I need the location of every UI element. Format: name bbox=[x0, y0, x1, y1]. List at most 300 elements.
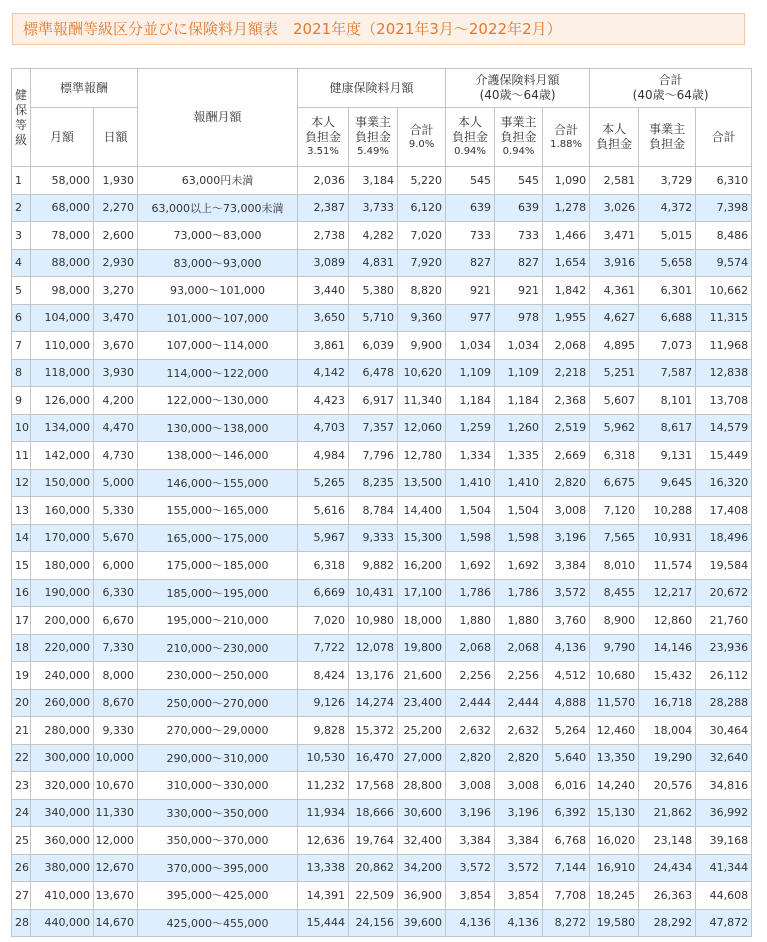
health-sum-cell: 14,400 bbox=[398, 497, 446, 525]
monthly-cell: 118,000 bbox=[31, 359, 94, 387]
care-self-cell: 1,598 bbox=[446, 524, 495, 552]
total-sum-cell: 10,662 bbox=[696, 277, 752, 305]
total-self-cell: 15,130 bbox=[590, 799, 639, 827]
monthly-cell: 240,000 bbox=[31, 662, 94, 690]
table-row bbox=[12, 607, 752, 635]
care-self-cell: 1,334 bbox=[446, 442, 495, 470]
monthly-cell: 320,000 bbox=[31, 772, 94, 800]
daily-cell: 12,000 bbox=[94, 827, 138, 855]
health-self-rate: 3.51% bbox=[307, 146, 339, 157]
care-employer-cell: 2,444 bbox=[495, 689, 543, 717]
pay-range-cell: 93,000～101,000 bbox=[138, 277, 298, 305]
care-employer-cell: 3,854 bbox=[495, 882, 543, 910]
care-sum-cell: 3,008 bbox=[543, 497, 590, 525]
health-self-cell: 2,738 bbox=[298, 222, 349, 250]
care-sum-cell: 1,278 bbox=[543, 194, 590, 222]
care-sum-cell: 3,196 bbox=[543, 524, 590, 552]
table-row bbox=[12, 799, 752, 827]
daily-cell: 5,330 bbox=[94, 497, 138, 525]
health-sum-cell: 5,220 bbox=[398, 167, 446, 195]
care-employer-cell: 921 bbox=[495, 277, 543, 305]
care-sum-cell: 2,368 bbox=[543, 387, 590, 415]
total-employer-cell: 10,931 bbox=[639, 524, 696, 552]
pay-range-cell: 310,000～330,000 bbox=[138, 772, 298, 800]
health-sum-cell: 30,600 bbox=[398, 799, 446, 827]
health-sum-header bbox=[398, 108, 446, 167]
daily-cell: 1,930 bbox=[94, 167, 138, 195]
total-sum-cell: 32,640 bbox=[696, 744, 752, 772]
total-sum-cell: 17,408 bbox=[696, 497, 752, 525]
health-sum-cell: 18,000 bbox=[398, 607, 446, 635]
care-sum-label: 合計 bbox=[554, 122, 579, 137]
monthly-cell: 134,000 bbox=[31, 414, 94, 442]
health-employer-header bbox=[349, 108, 398, 167]
total-employer-cell: 8,101 bbox=[639, 387, 696, 415]
table-header bbox=[12, 69, 752, 167]
total-sum-cell: 19,584 bbox=[696, 552, 752, 580]
health-self-cell: 4,423 bbox=[298, 387, 349, 415]
care-self-label: 本人 負担金 bbox=[452, 115, 489, 144]
health-self-cell: 13,338 bbox=[298, 854, 349, 882]
health-self-cell: 11,934 bbox=[298, 799, 349, 827]
care-employer-cell: 1,034 bbox=[495, 332, 543, 360]
care-self-cell: 977 bbox=[446, 304, 495, 332]
table-row bbox=[12, 497, 752, 525]
health-sum-cell: 6,120 bbox=[398, 194, 446, 222]
grade-cell: 6 bbox=[12, 304, 31, 332]
daily-cell: 5,000 bbox=[94, 469, 138, 497]
care-self-cell: 2,068 bbox=[446, 634, 495, 662]
page-title: 標準報酬等級区分並びに保険料月額表 2021年度（2021年3月～2022年2月） bbox=[12, 13, 745, 45]
pay-range-cell: 425,000～455,000 bbox=[138, 909, 298, 937]
daily-cell: 7,330 bbox=[94, 634, 138, 662]
health-header: 健康保険料月額 bbox=[298, 69, 446, 108]
grade-cell: 24 bbox=[12, 799, 31, 827]
care-sum-cell: 2,669 bbox=[543, 442, 590, 470]
monthly-header: 月額 bbox=[31, 108, 94, 167]
health-employer-cell: 5,380 bbox=[349, 277, 398, 305]
care-sum-cell: 2,519 bbox=[543, 414, 590, 442]
total-sum-cell: 26,112 bbox=[696, 662, 752, 690]
total-self-cell: 5,962 bbox=[590, 414, 639, 442]
monthly-cell: 58,000 bbox=[31, 167, 94, 195]
table-row bbox=[12, 194, 752, 222]
daily-header: 日額 bbox=[94, 108, 138, 167]
pay-range-cell: 185,000～195,000 bbox=[138, 579, 298, 607]
pay-range-cell: 107,000～114,000 bbox=[138, 332, 298, 360]
total-sum-cell: 8,486 bbox=[696, 222, 752, 250]
health-self-cell: 4,142 bbox=[298, 359, 349, 387]
daily-cell: 3,470 bbox=[94, 304, 138, 332]
total-sum-cell: 28,288 bbox=[696, 689, 752, 717]
care-self-cell: 1,410 bbox=[446, 469, 495, 497]
health-employer-cell: 10,431 bbox=[349, 579, 398, 607]
total-sum-cell: 21,760 bbox=[696, 607, 752, 635]
pay-range-cell: 210,000～230,000 bbox=[138, 634, 298, 662]
care-sum-cell: 2,218 bbox=[543, 359, 590, 387]
daily-cell: 3,930 bbox=[94, 359, 138, 387]
table-row bbox=[12, 414, 752, 442]
table-row bbox=[12, 304, 752, 332]
total-sum-header: 合計 bbox=[696, 108, 752, 167]
care-sum-cell: 5,264 bbox=[543, 717, 590, 745]
care-employer-cell: 1,184 bbox=[495, 387, 543, 415]
health-sum-cell: 17,100 bbox=[398, 579, 446, 607]
care-sum-cell: 3,760 bbox=[543, 607, 590, 635]
grade-cell: 9 bbox=[12, 387, 31, 415]
daily-cell: 3,670 bbox=[94, 332, 138, 360]
care-self-cell: 4,136 bbox=[446, 909, 495, 937]
monthly-cell: 78,000 bbox=[31, 222, 94, 250]
health-sum-cell: 10,620 bbox=[398, 359, 446, 387]
total-employer-cell: 6,301 bbox=[639, 277, 696, 305]
pay-range-cell: 73,000～83,000 bbox=[138, 222, 298, 250]
care-employer-cell: 639 bbox=[495, 194, 543, 222]
total-sum-cell: 14,579 bbox=[696, 414, 752, 442]
table-row bbox=[12, 634, 752, 662]
total-employer-cell: 18,004 bbox=[639, 717, 696, 745]
total-self-cell: 2,581 bbox=[590, 167, 639, 195]
care-self-cell: 2,256 bbox=[446, 662, 495, 690]
total-sum-cell: 9,574 bbox=[696, 249, 752, 277]
total-self-label: 本人 負担金 bbox=[596, 122, 633, 151]
care-self-cell: 1,109 bbox=[446, 359, 495, 387]
monthly-cell: 104,000 bbox=[31, 304, 94, 332]
care-sum-cell: 2,820 bbox=[543, 469, 590, 497]
daily-cell: 2,270 bbox=[94, 194, 138, 222]
pay-range-cell: 270,000～29,0000 bbox=[138, 717, 298, 745]
care-sum-cell: 1,466 bbox=[543, 222, 590, 250]
care-self-rate: 0.94% bbox=[454, 146, 486, 157]
pay-range-cell: 130,000～138,000 bbox=[138, 414, 298, 442]
total-self-cell: 5,251 bbox=[590, 359, 639, 387]
grade-cell: 12 bbox=[12, 469, 31, 497]
total-self-cell: 8,900 bbox=[590, 607, 639, 635]
total-sum-cell: 39,168 bbox=[696, 827, 752, 855]
health-employer-cell: 14,274 bbox=[349, 689, 398, 717]
total-sum-cell: 16,320 bbox=[696, 469, 752, 497]
pay-range-cell: 195,000～210,000 bbox=[138, 607, 298, 635]
premium-table-container bbox=[11, 68, 751, 937]
care-header-label: 介護保険料月額 bbox=[475, 73, 560, 87]
care-employer-label: 事業主 負担金 bbox=[500, 115, 537, 144]
health-self-cell: 3,861 bbox=[298, 332, 349, 360]
total-sum-cell: 36,992 bbox=[696, 799, 752, 827]
total-sum-cell: 18,496 bbox=[696, 524, 752, 552]
total-self-header bbox=[590, 108, 639, 167]
total-header-sub: (40歳～64歳) bbox=[632, 88, 709, 102]
pay-range-cell: 330,000～350,000 bbox=[138, 799, 298, 827]
table-row bbox=[12, 552, 752, 580]
care-self-cell: 921 bbox=[446, 277, 495, 305]
total-sum-cell: 23,936 bbox=[696, 634, 752, 662]
daily-cell: 6,000 bbox=[94, 552, 138, 580]
care-employer-cell: 733 bbox=[495, 222, 543, 250]
care-employer-cell: 3,196 bbox=[495, 799, 543, 827]
care-employer-cell: 545 bbox=[495, 167, 543, 195]
health-employer-cell: 16,470 bbox=[349, 744, 398, 772]
total-employer-cell: 12,217 bbox=[639, 579, 696, 607]
table-row bbox=[12, 442, 752, 470]
health-employer-rate: 5.49% bbox=[357, 146, 389, 157]
total-self-cell: 3,471 bbox=[590, 222, 639, 250]
care-sum-cell: 1,955 bbox=[543, 304, 590, 332]
health-self-label: 本人 負担金 bbox=[305, 115, 342, 144]
care-self-cell: 2,820 bbox=[446, 744, 495, 772]
care-sum-cell: 6,016 bbox=[543, 772, 590, 800]
care-employer-cell: 3,572 bbox=[495, 854, 543, 882]
grade-cell: 20 bbox=[12, 689, 31, 717]
grade-cell: 28 bbox=[12, 909, 31, 937]
health-employer-label: 事業主 負担金 bbox=[355, 115, 392, 144]
care-self-cell: 1,692 bbox=[446, 552, 495, 580]
total-employer-cell: 15,432 bbox=[639, 662, 696, 690]
total-header-label: 合計 bbox=[658, 73, 683, 87]
care-employer-cell: 3,384 bbox=[495, 827, 543, 855]
total-sum-cell: 11,315 bbox=[696, 304, 752, 332]
grade-cell: 11 bbox=[12, 442, 31, 470]
total-self-cell: 8,455 bbox=[590, 579, 639, 607]
table-row bbox=[12, 909, 752, 937]
daily-cell: 4,200 bbox=[94, 387, 138, 415]
health-sum-cell: 25,200 bbox=[398, 717, 446, 745]
total-employer-cell: 5,015 bbox=[639, 222, 696, 250]
daily-cell: 12,670 bbox=[94, 854, 138, 882]
total-self-cell: 8,010 bbox=[590, 552, 639, 580]
health-self-header bbox=[298, 108, 349, 167]
health-sum-cell: 34,200 bbox=[398, 854, 446, 882]
grade-cell: 23 bbox=[12, 772, 31, 800]
health-sum-label: 合計 bbox=[409, 122, 434, 137]
health-self-cell: 8,424 bbox=[298, 662, 349, 690]
total-self-cell: 5,607 bbox=[590, 387, 639, 415]
health-employer-cell: 6,917 bbox=[349, 387, 398, 415]
health-sum-cell: 21,600 bbox=[398, 662, 446, 690]
daily-cell: 4,730 bbox=[94, 442, 138, 470]
total-employer-cell: 23,148 bbox=[639, 827, 696, 855]
total-sum-cell: 41,344 bbox=[696, 854, 752, 882]
health-employer-cell: 13,176 bbox=[349, 662, 398, 690]
total-self-cell: 3,916 bbox=[590, 249, 639, 277]
monthly-cell: 280,000 bbox=[31, 717, 94, 745]
health-sum-cell: 23,400 bbox=[398, 689, 446, 717]
monthly-cell: 190,000 bbox=[31, 579, 94, 607]
total-sum-cell: 20,672 bbox=[696, 579, 752, 607]
pay-range-cell: 138,000～146,000 bbox=[138, 442, 298, 470]
grade-header bbox=[12, 69, 31, 167]
health-employer-cell: 6,039 bbox=[349, 332, 398, 360]
care-employer-cell: 3,008 bbox=[495, 772, 543, 800]
health-sum-cell: 36,900 bbox=[398, 882, 446, 910]
care-self-cell: 2,444 bbox=[446, 689, 495, 717]
daily-cell: 2,930 bbox=[94, 249, 138, 277]
grade-cell: 27 bbox=[12, 882, 31, 910]
care-self-header bbox=[446, 108, 495, 167]
care-self-cell: 545 bbox=[446, 167, 495, 195]
health-sum-cell: 13,500 bbox=[398, 469, 446, 497]
care-employer-cell: 1,109 bbox=[495, 359, 543, 387]
pay-range-header: 報酬月額 bbox=[138, 69, 298, 167]
total-self-cell: 16,910 bbox=[590, 854, 639, 882]
total-sum-cell: 12,838 bbox=[696, 359, 752, 387]
care-self-cell: 639 bbox=[446, 194, 495, 222]
daily-cell: 8,000 bbox=[94, 662, 138, 690]
monthly-cell: 142,000 bbox=[31, 442, 94, 470]
total-self-cell: 4,895 bbox=[590, 332, 639, 360]
health-sum-cell: 32,400 bbox=[398, 827, 446, 855]
total-self-cell: 13,350 bbox=[590, 744, 639, 772]
total-employer-cell: 9,645 bbox=[639, 469, 696, 497]
care-self-cell: 1,259 bbox=[446, 414, 495, 442]
health-self-cell: 6,669 bbox=[298, 579, 349, 607]
health-self-cell: 5,616 bbox=[298, 497, 349, 525]
grade-cell: 22 bbox=[12, 744, 31, 772]
health-employer-cell: 6,478 bbox=[349, 359, 398, 387]
health-employer-cell: 5,710 bbox=[349, 304, 398, 332]
total-self-cell: 14,240 bbox=[590, 772, 639, 800]
total-self-cell: 9,790 bbox=[590, 634, 639, 662]
health-sum-cell: 12,060 bbox=[398, 414, 446, 442]
grade-cell: 4 bbox=[12, 249, 31, 277]
table-row bbox=[12, 222, 752, 250]
care-employer-cell: 827 bbox=[495, 249, 543, 277]
table-row bbox=[12, 827, 752, 855]
table-row bbox=[12, 524, 752, 552]
health-self-cell: 9,828 bbox=[298, 717, 349, 745]
care-employer-cell: 2,068 bbox=[495, 634, 543, 662]
health-employer-cell: 8,235 bbox=[349, 469, 398, 497]
grade-cell: 3 bbox=[12, 222, 31, 250]
pay-range-cell: 395,000～425,000 bbox=[138, 882, 298, 910]
grade-cell: 19 bbox=[12, 662, 31, 690]
daily-cell: 10,000 bbox=[94, 744, 138, 772]
health-sum-cell: 19,800 bbox=[398, 634, 446, 662]
total-employer-cell: 6,688 bbox=[639, 304, 696, 332]
table-row bbox=[12, 689, 752, 717]
health-sum-cell: 27,000 bbox=[398, 744, 446, 772]
health-self-cell: 9,126 bbox=[298, 689, 349, 717]
monthly-cell: 150,000 bbox=[31, 469, 94, 497]
health-self-cell: 3,650 bbox=[298, 304, 349, 332]
care-self-cell: 3,854 bbox=[446, 882, 495, 910]
monthly-cell: 98,000 bbox=[31, 277, 94, 305]
total-sum-cell: 30,464 bbox=[696, 717, 752, 745]
health-sum-rate: 9.0% bbox=[408, 138, 435, 150]
care-employer-cell: 1,598 bbox=[495, 524, 543, 552]
total-sum-cell: 34,816 bbox=[696, 772, 752, 800]
grade-cell: 5 bbox=[12, 277, 31, 305]
health-sum-cell: 8,820 bbox=[398, 277, 446, 305]
total-self-cell: 18,245 bbox=[590, 882, 639, 910]
care-employer-cell: 1,692 bbox=[495, 552, 543, 580]
total-employer-cell: 7,073 bbox=[639, 332, 696, 360]
table-row bbox=[12, 744, 752, 772]
table-row bbox=[12, 854, 752, 882]
care-employer-cell: 4,136 bbox=[495, 909, 543, 937]
grade-cell: 8 bbox=[12, 359, 31, 387]
daily-cell: 4,470 bbox=[94, 414, 138, 442]
care-sum-cell: 8,272 bbox=[543, 909, 590, 937]
health-self-cell: 7,722 bbox=[298, 634, 349, 662]
pay-range-cell: 114,000～122,000 bbox=[138, 359, 298, 387]
care-sum-cell: 6,392 bbox=[543, 799, 590, 827]
table-row bbox=[12, 579, 752, 607]
care-self-cell: 1,786 bbox=[446, 579, 495, 607]
health-self-cell: 14,391 bbox=[298, 882, 349, 910]
table-row bbox=[12, 717, 752, 745]
health-sum-cell: 28,800 bbox=[398, 772, 446, 800]
total-self-cell: 6,318 bbox=[590, 442, 639, 470]
health-self-cell: 4,984 bbox=[298, 442, 349, 470]
table-row bbox=[12, 277, 752, 305]
total-sum-cell: 13,708 bbox=[696, 387, 752, 415]
pay-range-cell: 250,000～270,000 bbox=[138, 689, 298, 717]
total-sum-cell: 15,449 bbox=[696, 442, 752, 470]
pay-range-cell: 101,000～107,000 bbox=[138, 304, 298, 332]
health-employer-cell: 19,764 bbox=[349, 827, 398, 855]
pay-range-cell: 230,000～250,000 bbox=[138, 662, 298, 690]
care-sum-cell: 7,708 bbox=[543, 882, 590, 910]
health-sum-cell: 12,780 bbox=[398, 442, 446, 470]
pay-range-cell: 175,000～185,000 bbox=[138, 552, 298, 580]
grade-cell: 18 bbox=[12, 634, 31, 662]
care-header bbox=[446, 69, 590, 108]
health-self-cell: 12,636 bbox=[298, 827, 349, 855]
monthly-cell: 160,000 bbox=[31, 497, 94, 525]
health-employer-cell: 22,509 bbox=[349, 882, 398, 910]
premium-table bbox=[11, 68, 752, 937]
total-self-cell: 4,361 bbox=[590, 277, 639, 305]
table-row bbox=[12, 332, 752, 360]
total-employer-cell: 24,434 bbox=[639, 854, 696, 882]
total-employer-header bbox=[639, 108, 696, 167]
grade-cell: 21 bbox=[12, 717, 31, 745]
care-self-cell: 1,504 bbox=[446, 497, 495, 525]
pay-range-cell: 290,000～310,000 bbox=[138, 744, 298, 772]
daily-cell: 9,330 bbox=[94, 717, 138, 745]
monthly-cell: 260,000 bbox=[31, 689, 94, 717]
total-self-cell: 6,675 bbox=[590, 469, 639, 497]
care-employer-cell: 1,335 bbox=[495, 442, 543, 470]
health-self-cell: 10,530 bbox=[298, 744, 349, 772]
daily-cell: 6,330 bbox=[94, 579, 138, 607]
daily-cell: 13,670 bbox=[94, 882, 138, 910]
total-self-cell: 12,460 bbox=[590, 717, 639, 745]
care-sum-rate: 1.88% bbox=[550, 138, 582, 150]
total-employer-cell: 4,372 bbox=[639, 194, 696, 222]
care-sum-cell: 3,572 bbox=[543, 579, 590, 607]
care-sum-cell: 4,888 bbox=[543, 689, 590, 717]
care-self-cell: 827 bbox=[446, 249, 495, 277]
care-employer-cell: 1,786 bbox=[495, 579, 543, 607]
care-self-cell: 1,880 bbox=[446, 607, 495, 635]
table-row bbox=[12, 167, 752, 195]
care-sum-cell: 2,068 bbox=[543, 332, 590, 360]
total-header bbox=[590, 69, 752, 108]
monthly-cell: 180,000 bbox=[31, 552, 94, 580]
care-sum-cell: 1,654 bbox=[543, 249, 590, 277]
health-self-cell: 6,318 bbox=[298, 552, 349, 580]
daily-cell: 6,670 bbox=[94, 607, 138, 635]
total-employer-label: 事業主 負担金 bbox=[649, 122, 686, 151]
grade-cell: 16 bbox=[12, 579, 31, 607]
health-employer-cell: 3,733 bbox=[349, 194, 398, 222]
health-employer-cell: 9,333 bbox=[349, 524, 398, 552]
pay-range-cell: 155,000～165,000 bbox=[138, 497, 298, 525]
grade-cell: 2 bbox=[12, 194, 31, 222]
health-employer-cell: 12,078 bbox=[349, 634, 398, 662]
care-self-cell: 1,034 bbox=[446, 332, 495, 360]
